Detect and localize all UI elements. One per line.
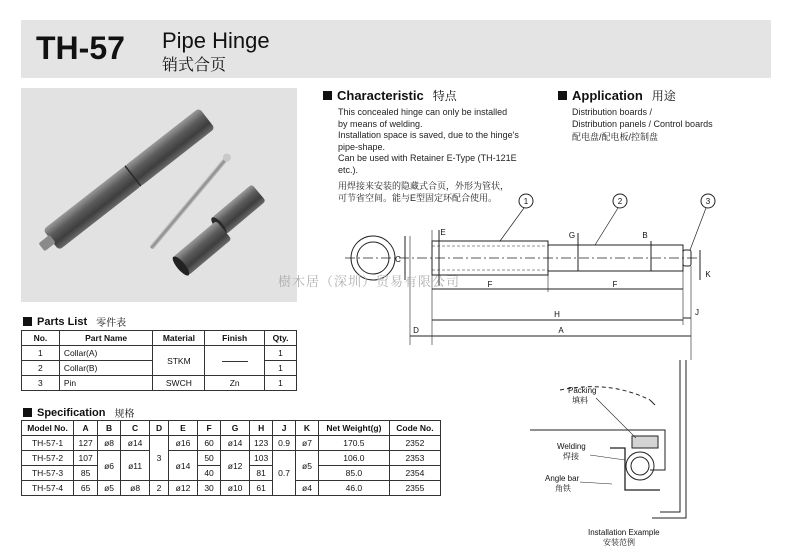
dim-f-2: F (612, 280, 618, 289)
specification-heading: Specification 规格 (23, 405, 134, 420)
dim-j: J (695, 308, 699, 317)
installation-example-diagram (530, 360, 686, 518)
installation-caption-cn: 安装范例 (603, 538, 635, 547)
dim-h: H (554, 310, 560, 319)
table-row: TH-57-3 85 40 81 85.0 2354 (22, 466, 441, 481)
model-number: TH-57 (36, 30, 125, 66)
table-row: 1 Collar(A) STKM 1 (22, 346, 297, 361)
table-row: TH-57-1 127 ø8 ø14 3 ø16 60 ø14 123 0.9 ø7 170.5 2352 (22, 436, 441, 451)
no-finish-dash (222, 361, 248, 362)
welding-label-cn: 焊接 (563, 452, 579, 461)
dim-k: K (705, 270, 711, 279)
dim-a: A (558, 326, 564, 335)
callout-2-label: 2 (617, 197, 623, 206)
table-header-row: Model No. A B C D E F G H J K Net Weight(g) Code No. (22, 421, 441, 436)
dim-e: E (440, 228, 446, 237)
table-header-row: No. Part Name Material Finish Qty. (22, 331, 297, 346)
dim-c: C (395, 255, 401, 264)
characteristic-text: This concealed hinge can only be installed by means of welding. Installation space is saved, due to the hinge's pipe-shape. Can be used with Retainer E-Type (TH-121E etc.). 用焊接来安装的隐藏式合页，外形为管状， 可节省空间。能与E型固定环配合使用。 (338, 107, 519, 203)
packing-label-cn: 填料 (572, 396, 588, 405)
table-row: TH-57-4 65 ø5 ø8 2 ø12 30 ø10 61 ø4 46.0 2355 (22, 481, 441, 496)
application-heading: Application 用途 (558, 87, 676, 104)
angle-bar-label: Angle bar (545, 474, 580, 483)
parts-list-table (21, 330, 297, 391)
callout-1-label: 1 (523, 197, 529, 206)
bullet-square-icon (23, 317, 32, 326)
table-row: TH-57-2 107 ø6 ø11 ø14 50 ø12 103 0.7 ø5 106.0 2353 (22, 451, 441, 466)
dim-b: B (642, 231, 648, 240)
installation-caption: Installation Example (588, 528, 660, 537)
packing-label: Packing (568, 386, 597, 395)
table-row: 2 Collar(B) 1 (22, 361, 297, 376)
characteristic-heading: Characteristic 特点 (323, 87, 457, 104)
table-row: 3 Pin SWCH Zn 1 (22, 376, 297, 391)
callout-3-label: 3 (705, 197, 711, 206)
product-title-cn: 销式合页 (162, 57, 227, 74)
dim-f-1: F (487, 280, 493, 289)
dim-d: D (413, 326, 419, 335)
specification-table (21, 420, 441, 496)
watermark: 樹木居（深圳）贸易有限公司 (278, 275, 461, 290)
product-title: Pipe Hinge (162, 28, 270, 53)
parts-list-heading: Parts List 零件表 (23, 314, 126, 329)
angle-bar-label-cn: 角铁 (555, 484, 571, 493)
bullet-square-icon (23, 408, 32, 417)
welding-label: Welding (557, 442, 586, 451)
dim-g: G (568, 231, 576, 240)
application-text: Distribution boards / Distribution panels / Control boards 配电盘/配电板/控制盘 (572, 107, 713, 142)
